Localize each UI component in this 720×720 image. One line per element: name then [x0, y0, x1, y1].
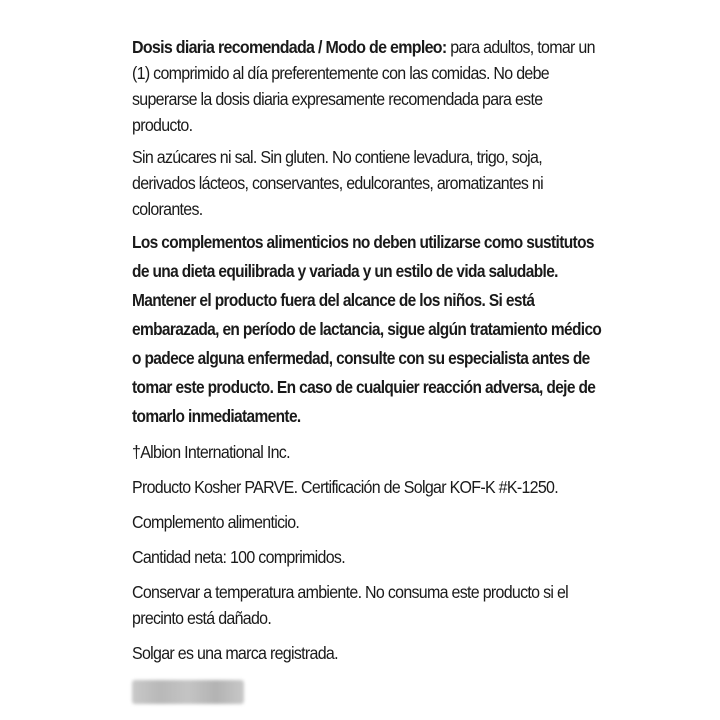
dosage-paragraph — [132, 34, 595, 138]
net-quantity: Cantidad neta: 100 comprimidos. — [132, 547, 345, 567]
dosage-heading: Dosis diaria recomendada / Modo de empleo: — [132, 37, 447, 57]
solgar-trademark: Solgar es una marca registrada. — [132, 643, 338, 663]
albion-trademark: †Albion International Inc. — [132, 442, 290, 462]
warning-paragraph: Los complementos alimenticios no deben utilizarse como sustitutos de una dieta equilibrada y variada y un estilo de vida saludable. Mantener el producto fuera del alcance de los niños. Si está embarazada, en período de lactancia, sigue algún tratamiento médico o padece alguna enfermedad, consulte con su especialista antes de tomar este producto. En caso de cualquier reacción adversa, deje de tomarlo inmediatamente. — [132, 232, 602, 426]
redacted-text-block — [132, 680, 244, 704]
free-from-paragraph: Sin azúcares ni sal. Sin gluten. No contiene levadura, trigo, soja, derivados lácteos, conservantes, edulcorantes, aromatizantes ni colorantes. — [132, 147, 543, 219]
kosher-certification: Producto Kosher PARVE. Certificación de Solgar KOF-K #K-1250. — [132, 477, 558, 497]
product-type: Complemento alimenticio. — [132, 512, 300, 532]
dosage-body: para adultos, tomar un (1) comprimido al día preferentemente con las comidas. No debe superarse la dosis diaria expresamente recomendada para este producto. — [132, 37, 595, 135]
storage-instructions: Conservar a temperatura ambiente. No consuma este producto si el precinto está dañado. — [132, 582, 569, 628]
supplement-label-text — [132, 34, 602, 704]
